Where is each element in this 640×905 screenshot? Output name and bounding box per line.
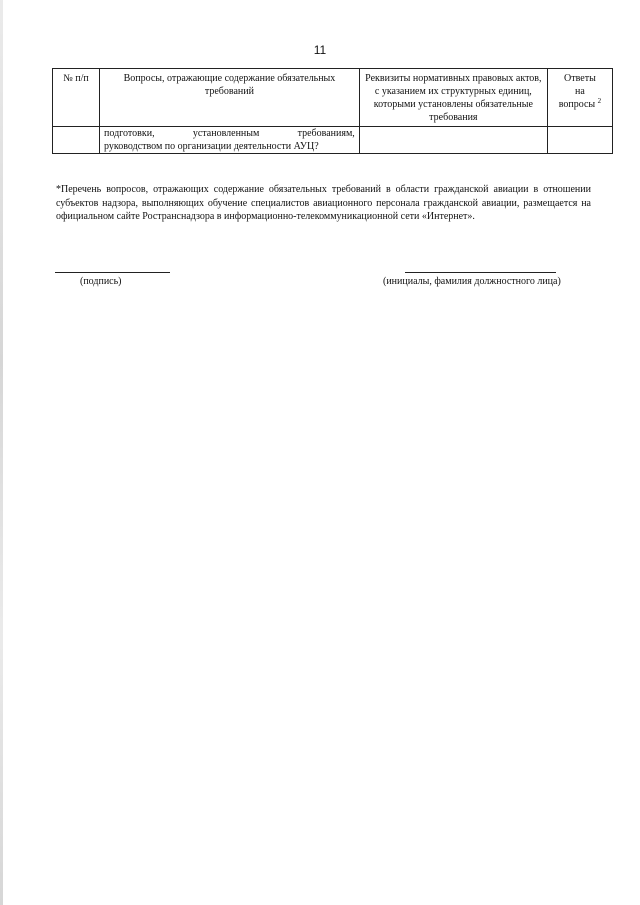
- question-line-1: [104, 127, 355, 140]
- table-row: [53, 127, 613, 154]
- name-line: [405, 272, 556, 273]
- signature-line: [55, 272, 170, 273]
- page-number: 11: [313, 43, 327, 57]
- row-question-cell: [100, 127, 360, 154]
- requirements-table: [52, 68, 613, 154]
- header-answers-line2: на: [575, 86, 585, 97]
- row-number-cell: [53, 127, 100, 154]
- official-name-caption: (инициалы, фамилия должностного лица): [383, 276, 561, 287]
- footnote: [56, 183, 591, 224]
- header-answers-line3: [550, 98, 610, 111]
- question-line-2: руководством по организации деятельности АУЦ?: [104, 141, 319, 152]
- footnote-asterisk: *: [56, 184, 61, 195]
- row-answer-cell: [547, 127, 612, 154]
- header-answers: [547, 69, 612, 127]
- footnote-text: Перечень вопросов, отражающих содержание обязательных требований в области гражданской авиации в отношении субъектов надзора, выполняющих обучение специалистов авиационного персонала гражданской авиации, размещается на официальном сайте Ространснадзора в информационно-телекоммуникационной сети «Интернет».: [56, 184, 591, 222]
- signature-caption: (подпись): [80, 276, 122, 287]
- header-number: № п/п: [53, 69, 100, 127]
- header-questions: Вопросы, отражающие содержание обязательных требований: [100, 69, 360, 127]
- question-word-2: установленным: [192, 128, 260, 139]
- header-answers-line1: Ответы: [564, 73, 596, 84]
- question-word-1: подготовки,: [104, 128, 155, 139]
- header-requisites: Реквизиты нормативных правовых актов, с указанием их структурных единиц, которыми установлены обязательные требования: [359, 69, 547, 127]
- row-requisites-cell: [359, 127, 547, 154]
- scan-edge-shadow: [0, 0, 3, 905]
- footnote-mark-2: 2: [597, 97, 602, 105]
- question-word-3: требованиям,: [297, 128, 355, 139]
- header-answers-word: вопросы: [558, 99, 596, 110]
- table-header-row: [53, 69, 613, 127]
